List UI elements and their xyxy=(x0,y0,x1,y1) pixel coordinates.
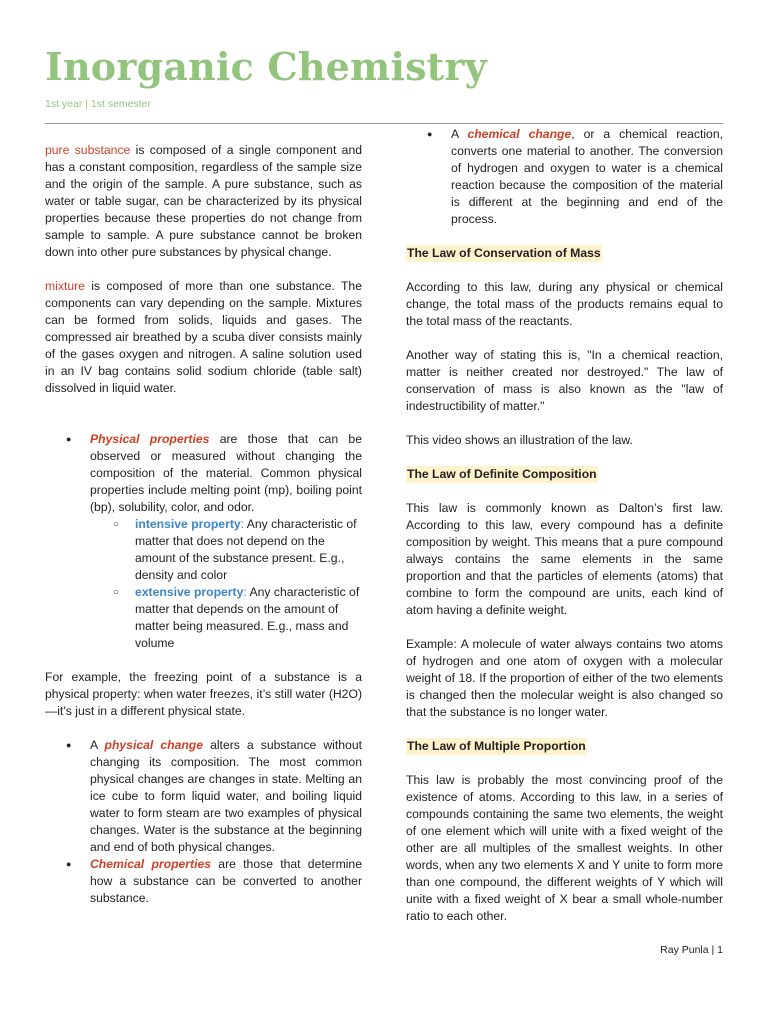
intensive-property-text: Any characteristic of matter that does not depend on the amount of the substance present. E.g., density and color xyxy=(135,517,357,582)
multiple-heading: The Law of Multiple Proportion xyxy=(407,739,586,753)
intensive-property-term: intensive property xyxy=(135,517,241,531)
property-types-list xyxy=(90,516,362,652)
multiple-paragraph-1: This law is probably the most convincing proof of the existence of atoms. According to this law, in a series of compounds containing the same two elements, the weight of one element which will unite with a fixed weight of the other are all multiples of the smallest weights. In other words, when any two elements X and Y unite to form more than one compound, the different weights of Y which will unite with a fixed weight of X bear a small whole-number ratio to each other. xyxy=(406,773,723,923)
pure-substance-paragraph xyxy=(45,142,362,261)
chemical-change-item: ● A chemical change, or a chemical reaction, converts one material to another. The conversion of hydrogen and oxygen to water is a chemical reaction because the composition of the material is different at the beginning and end of the process. xyxy=(406,126,723,228)
physical-change-term: physical change xyxy=(104,738,204,752)
definite-paragraph-1: This law is commonly known as Dalton’s first law. According to this law, every compound has a definite composition by weight. This means that a pure compound always contains the same elements in the same proportion and that the particles of elements (atoms) that combine to form the compound are units, each kind of atom having a definite weight. xyxy=(406,501,723,617)
left-column xyxy=(45,142,362,907)
changes-list xyxy=(45,737,362,907)
header-divider xyxy=(45,123,723,124)
freezing-example-paragraph: For example, the freezing point of a substance is a physical property: when water freezes, it’s still water (H2O)—it’s just in a different physical state. xyxy=(45,670,362,718)
mixture-paragraph xyxy=(45,278,362,397)
conservation-paragraph-1: According to this law, during any physical or chemical change, the total mass of the products remains equal to the total mass of the reactants. xyxy=(406,280,723,328)
pure-substance-term: pure substance xyxy=(45,143,131,157)
mixture-text: is composed of more than one substance. The components can vary depending on the sample. Mixtures can be formed from solids, liquids and gases. The compressed air breathed by a scuba diver consists mainly of the gases oxygen and nitrogen. A saline solution used in an IV bag contains solid sodium chloride (table salt) dissolved in liquid water. xyxy=(45,279,362,395)
right-column xyxy=(406,126,723,925)
physical-change-item: ● A physical change alters a substance without changing its composition. The most common physical changes are changes in state. Melting an ice cube to form liquid water, and boiling liquid water to form steam are two examples of physical changes. Water is the substance at the beginning and end of both physical changes. xyxy=(45,737,362,856)
physical-properties-item xyxy=(45,431,362,652)
intensive-property-item: ○ intensive property: Any characteristic of matter that does not depend on the amount of the substance present. E.g., density and color xyxy=(90,516,362,584)
definite-heading-line xyxy=(406,466,723,483)
physical-change-text: alters a substance without changing its composition. The most common physical changes are changes in state. Melting an ice cube to form liquid water, and boiling liquid water to form steam are two examples of physical changes. Water is the substance at the beginning and end of both physical changes. xyxy=(90,738,362,854)
conservation-heading: The Law of Conservation of Mass xyxy=(407,246,601,260)
chemical-properties-item xyxy=(45,856,362,907)
page-title: Inorganic Chemistry xyxy=(45,44,487,89)
chemical-change-list xyxy=(406,126,723,228)
conservation-paragraph-2: Another way of stating this is, "In a chemical reaction, matter is neither created nor destroyed." The law of conservation of mass is also known as the "law of indestructibility of matter." xyxy=(406,348,723,413)
extensive-property-term: extensive property xyxy=(135,585,244,599)
extensive-property-item: ○ extensive property: Any characteristic of matter that depends on the amount of matter being measured. E.g., mass and volume xyxy=(90,584,362,652)
conservation-paragraph-3: This video shows an illustration of the law. xyxy=(406,433,633,447)
page-footer: Ray Punla | 1 xyxy=(660,944,723,956)
chemical-change-text: , or a chemical reaction, converts one material to another. The conversion of hydrogen and oxygen to water is a chemical reaction because the composition of the material is different at the beginning and end of the process. xyxy=(451,127,723,226)
extensive-property-text: Any characteristic of matter that depends on the amount of matter being measured. E.g., mass and volume xyxy=(135,585,360,650)
physical-properties-text: are those that can be observed or measured without changing the composition of the material. Common physical properties include melting point (mp), boiling point (bp), solubility, color, and odor. xyxy=(90,432,362,514)
definite-paragraph-2: Example: A molecule of water always contains two atoms of hydrogen and one atom of oxygen with a molecular weight of 18. If the proportion of either of the two elements is changed then the molecular weight is also changed so that the substance is no longer water. xyxy=(406,637,723,719)
conservation-heading-line xyxy=(406,245,723,262)
definite-heading: The Law of Definite Composition xyxy=(407,467,597,481)
chemical-change-term: chemical change xyxy=(467,127,572,141)
chemical-properties-text: are those that determine how a substance can be converted to another substance. xyxy=(90,857,362,905)
physical-properties-list xyxy=(45,431,362,652)
mixture-term: mixture xyxy=(45,279,85,293)
multiple-heading-line xyxy=(406,738,723,755)
page-subtitle: 1st year | 1st semester xyxy=(45,98,152,110)
chemical-properties-term: Chemical properties xyxy=(90,857,212,871)
physical-properties-term: Physical properties xyxy=(90,432,210,446)
pure-substance-text: is composed of a single component and has a constant composition, regardless of the sample size and the origin of the sample. A pure substance, such as water or table sugar, can be characterized by its physical properties because these properties do not change from sample to sample. A pure substance cannot be broken down into other pure substances by physical change. xyxy=(45,143,362,259)
